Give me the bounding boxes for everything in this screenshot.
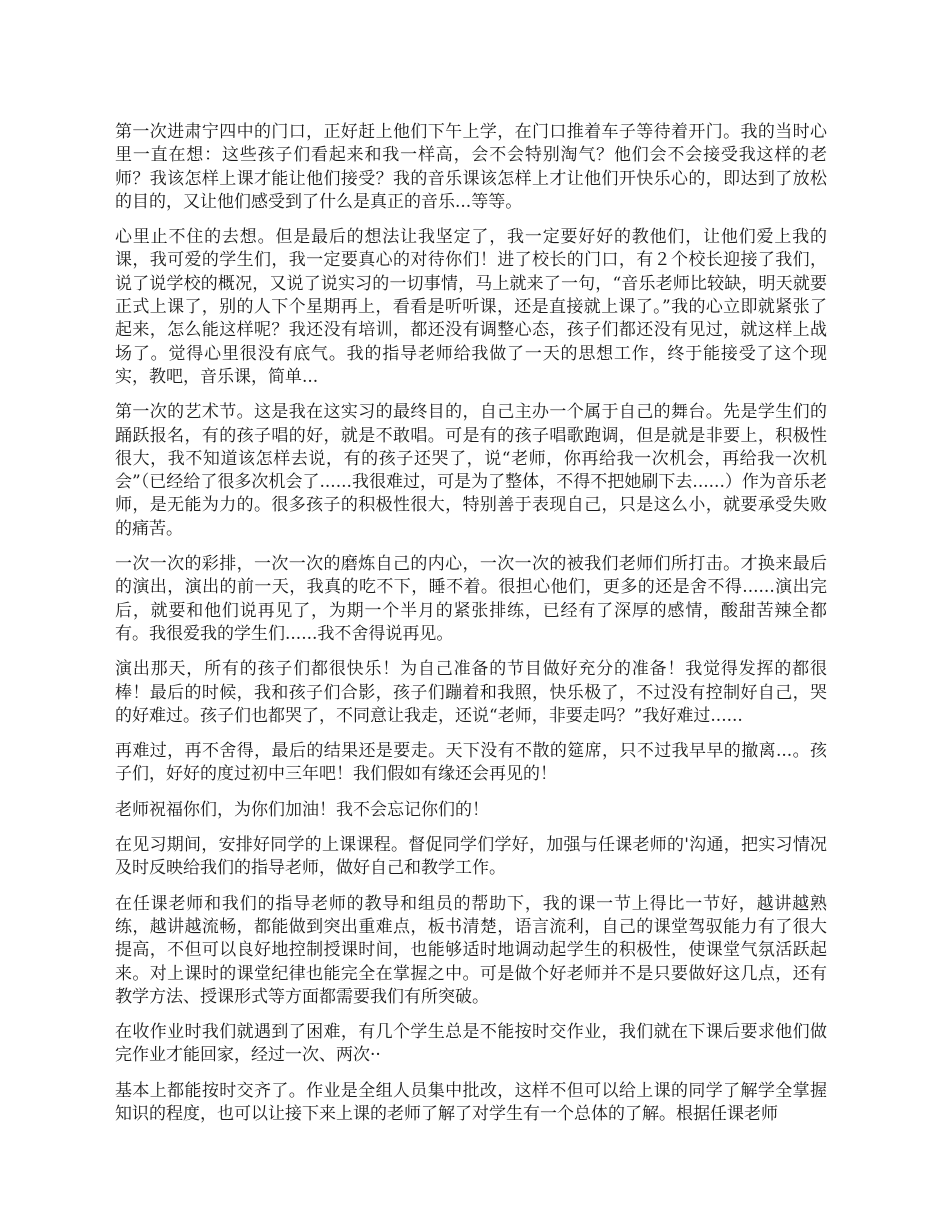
- paragraph-art-festival: 第一次的艺术节。这是我在这实习的最终目的，自己主办一个属于自己的舞台。先是学生们的踊跃报名，有的孩子唱的好，就是不敢唱。可是有的孩子唱歌跑调，但是就是非要上，积极性很大，我不知道该怎样去说，有的孩子还哭了，说“老师，你再给我一次机会，再给我一次机会”（已经给了很多次机会了......我很难过，可是为了整体，不得不把她刷下去......）作为音乐老师，是无能为力的。很多孩子的积极性很大，特别善于表现自己，只是这么小，就要承受失败的痛苦。: [115, 402, 827, 539]
- paragraph-grading: 基本上都能按时交齐了。作业是全组人员集中批改，这样不但可以给上课的同学了解学全掌握知识的程度，也可以让接下来上课的老师了解了对学生有一个总体的了解。根据任课老师: [115, 1080, 827, 1124]
- paragraph-blessing: 老师祝福你们，为你们加油！我不会忘记你们的！: [115, 799, 489, 820]
- paragraph-performance-day: 演出那天，所有的孩子们都很快乐！为自己准备的节目做好充分的准备！我觉得发挥的都很棒！最后的时候，我和孩子们合影，孩子们蹦着和我照，快乐极了，不过没有控制好自己，哭的好难过。孩子们也都哭了，不同意让我走，还说“老师，非要走吗？”我好难过......: [115, 659, 827, 726]
- paragraph-homework: 在收作业时我们就遇到了困难，有几个学生总是不能按时交作业，我们就在下课后要求他们做完作业才能回家，经过一次、两次··: [115, 1022, 827, 1066]
- paragraph-arrival: 第一次进肃宁四中的门口，正好赶上他们下午上学，在门口推着车子等待着开门。我的当时心里一直在想：这些孩子们看起来和我一样高，会不会特别淘气？他们会不会接受我这样的老师？我该怎样上课才能让他们接受？我的音乐课该怎样上才让他们开快乐心的，即达到了放松的目的，又让他们感受到了什么是真正的音乐...等等。: [115, 122, 827, 212]
- document-body: [115, 121, 827, 1138]
- paragraph-internship-duties: 在见习期间，安排好同学的上课课程。督促同学们学好，加强与任课老师的'沟通，把实习情况及时反映给我们的指导老师，做好自己和教学工作。: [115, 835, 827, 879]
- paragraph-rehearsals: 一次一次的彩排，一次一次的磨炼自己的内心，一次一次的被我们老师们所打击。才换来最后的演出，演出的前一天，我真的吃不下，睡不着。很担心他们，更多的还是舍不得......演出完后，就要和他们说再见了，为期一个半月的紧张排练，已经有了深厚的感情，酸甜苦辣全都有。我很爱我的学生们......我不舍得说再见。: [115, 554, 827, 644]
- paragraph-farewell: 再难过，再不舍得，最后的结果还是要走。天下没有不散的筵席，只不过我早早的撤离...。孩子们，好好的度过初中三年吧！我们假如有缘还会再见的！: [115, 741, 827, 785]
- paragraph-teaching-progress: 在任课老师和我们的指导老师的教导和组员的帮助下，我的课一节上得比一节好，越讲越熟练，越讲越流畅，都能做到突出重难点，板书清楚，语言流利，自己的课堂驾驭能力有了很大提高，不但可以良好地控制授课时间，也能够适时地调动起学生的积极性，使课堂气氛活跃起来。对上课时的课堂纪律也能完全在掌握之中。可是做个好老师并不是只要做好这几点，还有教学方法、授课形式等方面都需要我们有所突破。: [115, 893, 827, 1007]
- paragraph-first-class: 心里止不住的去想。但是最后的想法让我坚定了，我一定要好好的教他们，让他们爱上我的课，我可爱的学生们，我一定要真心的对待你们！进了校长的门口，有２个校长迎接了我们，说了说学校的概况，又说了说实习的一切事情，马上就来了一句，“音乐老师比较缺，明天就要正式上课了，别的人下个星期再上，看看是听听课，还是直接就上课了。”我的心立即就紧张了起来，怎么能这样呢？我还没有培训，都还没有调整心态，孩子们都还没有见过，就这样上战场了。觉得心里很没有底气。我的指导老师给我做了一天的思想工作，终于能接受了这个现实，教吧，音乐课，简单...: [115, 227, 827, 387]
